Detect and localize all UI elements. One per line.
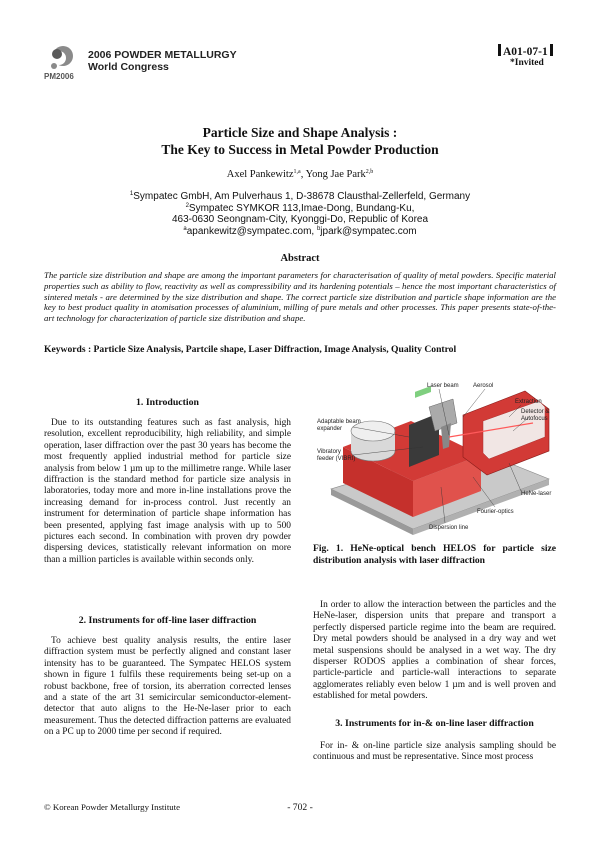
label-expander-1: Adaptable beam: [317, 419, 361, 425]
affiliation-2: [0, 203, 600, 215]
email-1: apankewitz@sympatec.com,: [186, 225, 317, 237]
section-2-heading: 2. Instruments for off-line laser diffraction: [78, 615, 257, 626]
code-bar-right: [550, 44, 553, 56]
label-detector-2: Autofocus: [521, 416, 548, 422]
label-fourier-optics: Fourier-optics: [477, 509, 514, 515]
author-emails: [0, 226, 600, 238]
affil-line-1: Sympatec GmbH, Am Pulverhaus 1, D-38678 Clausthal-Zellerfeld, Germany: [133, 191, 471, 202]
author-list: [0, 169, 600, 180]
affiliations: [0, 191, 600, 237]
affiliation-3: 463-0630 Seongnam-City, Kyonggi-Do, Republic of Korea: [171, 214, 429, 225]
label-hene-laser: HeNe-laser: [521, 491, 552, 497]
affil-line-2: Sympatec SYMKOR 113,Imae-Dong, Bundang-Ku,: [188, 202, 415, 214]
right-column-text: In order to allow the interaction between the particles and the HeNe-laser, dispersion units that prepare and transport a perfectly dispersed particle regime into the beam are required. Dry metal powders should be analysed in a dry way and wet metal suspensions should be analysed in a wet way. The dry disperser RODOS applies a combination of shear forces, particle-particle and particle-wall interactions to separate agglomerates reliably even below 1 µm and is well proven and established for metal powders.: [313, 600, 556, 702]
author-2-sup: 2,b: [365, 169, 374, 175]
logo-text: PM2006: [44, 72, 74, 81]
section-1-heading: 1. Introduction: [136, 397, 199, 408]
section-3-text: For in- & on-line particle size analysis sampling should be continuous and must be representative. Since most process: [313, 741, 556, 763]
author-separator: ,: [300, 169, 306, 180]
helos-instrument-figure: [313, 377, 556, 537]
title-line1: Particle Size and Shape Analysis :: [202, 125, 398, 140]
label-extraction: Extraction: [515, 399, 542, 405]
affil-sup-2: 2: [185, 202, 189, 209]
section-1-text: Due to its outstanding features such as fast analysis, high resolution, excellent reproducibility, high reliability, and simple operation, laser diffraction over the past 30 years has become the most frequently applied industrial method for particle size analysis from below 1 µm up to the millimetre range. While laser diffraction is the standard method for particle size analysis in laboratories, today more and more in-line installations prove the increasing demand for in-process control. Just recently an instrument for determination of particle shape information has been presented, applying fast image analysis with up to 500 pictures each second. In combination with proven dry powder dispersing devices, statistically relevant information on more than a million particles is available within seconds only.: [44, 418, 291, 565]
affil-sup-1: 1: [129, 191, 134, 197]
invited-label: *Invited: [510, 58, 544, 68]
section-3-heading: 3. Instruments for in-& on-line laser diffraction: [335, 718, 534, 729]
email-2: jpark@sympatec.com: [320, 225, 417, 237]
conference-line1: 2006 POWDER METALLURGY: [88, 49, 237, 61]
keywords: Keywords : Particle Size Analysis, Partcile shape, Laser Diffraction, Image Analysis, Quality Control: [44, 344, 457, 355]
label-dispersion-line: Dispersion line: [429, 525, 469, 531]
figure-caption: Fig. 1. HeNe-optical bench HELOS for particle size distribution analysis with laser diffraction: [313, 543, 556, 566]
email-sup-a: a: [183, 225, 187, 232]
email-sup-b: b: [316, 225, 321, 232]
label-aerosol: Aerosol: [473, 383, 494, 389]
title-line2: The Key to Success in Metal Powder Production: [161, 142, 439, 157]
label-feeder-1: Vibratory: [317, 449, 341, 455]
section-2-text: To achieve best quality analysis results, the entire laser diffraction system must be perfectly aligned and constant laser intensity has to be guaranteed. The Sympatec HELOS system shown in figure 1 fulfils these requirements being set-up on a robust backbone, free of torsion, its aberration corrected lenses and a state of the art 31 semicircular semiconductor-element-detector that auto aligns to the He-Ne-laser prior to each measurement. Thus the detected diffraction patterns are evaluated on a PC up to 2000 time per second if required.: [44, 636, 291, 738]
author-2: Yong Jae Park: [305, 169, 366, 180]
paper-code-text: A01-07-1: [503, 46, 548, 58]
code-bar-left: [498, 44, 501, 56]
author-1-sup: 1,a: [293, 169, 301, 175]
paper-code: [496, 44, 555, 58]
page-number: - 702 -: [287, 802, 313, 813]
conference-line2: World Congress: [88, 61, 169, 73]
abstract-text: The particle size distribution and shape are among the important parameters for characterisation of quality of metal powders. Specific material properties such as ability to flow, reactivity as well as compressibility and its hardening potentials – hence the most important characteristics of sintered metals - are determined by the size distribution and shape. The correct particle size distribution and particle shape information are the key to best product quality in atomisation processes of aluminium, milling of pure metals and other processes. This paper presents state-of-the-art technology for characterization of particle size distribution and shape.: [44, 270, 556, 324]
label-laser-beam: Laser beam: [427, 383, 459, 389]
abstract-heading: Abstract: [280, 253, 320, 264]
conference-name: [88, 49, 237, 73]
label-detector-1: Detector &: [521, 409, 550, 415]
label-feeder-2: feeder (VIBRI): [317, 456, 356, 462]
paper-title: [0, 124, 600, 158]
label-expander-2: expander: [317, 426, 343, 432]
author-1: Axel Pankewitz: [226, 169, 294, 180]
footer-copyright: © Korean Powder Metallurgy Institute: [44, 802, 181, 812]
affiliation-1: [0, 191, 600, 203]
